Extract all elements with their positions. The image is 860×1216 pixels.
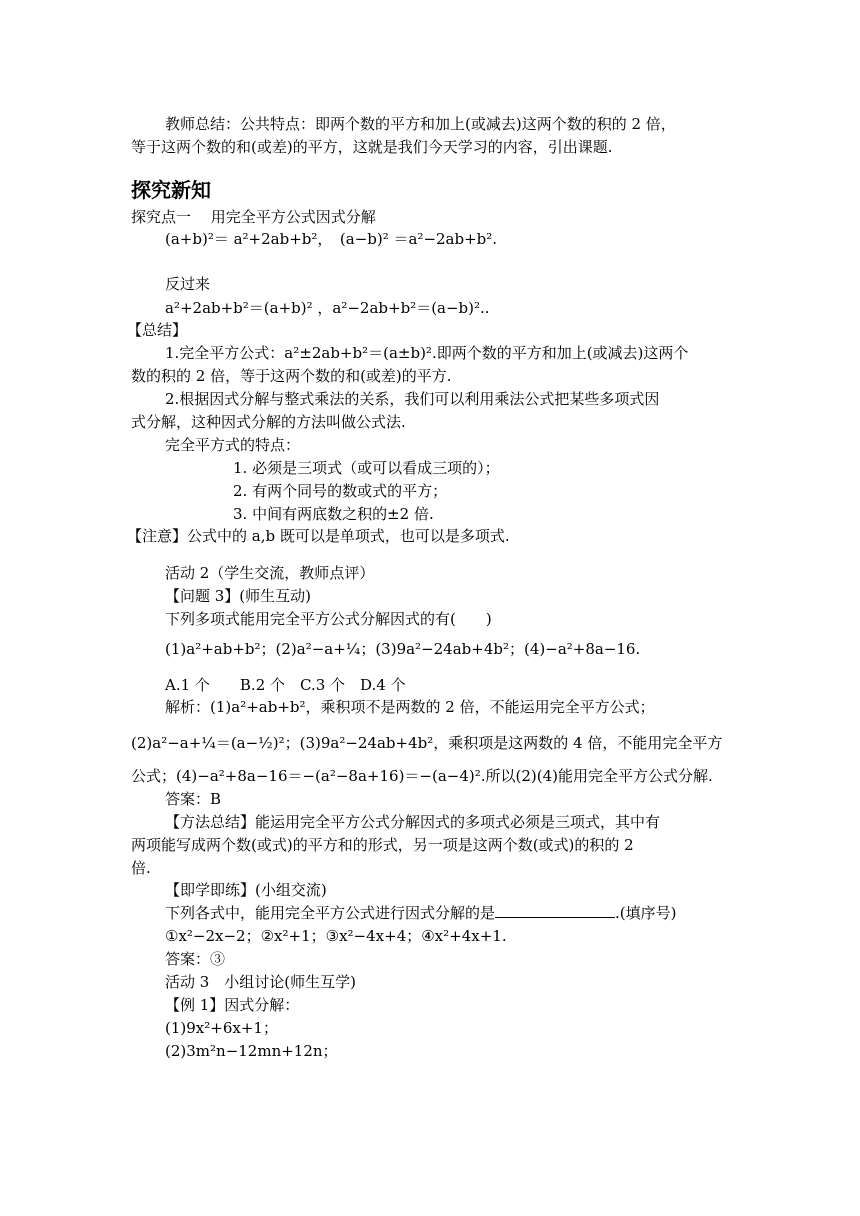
analysis-line-2: (2)a²−a+¼＝(a−½)²；(3)9a²−24ab+4b²，乘积项是这两数的 4 倍，不能用完全平方 [131, 734, 723, 752]
choices: A.1 个 B.2 个 C.3 个 D.4 个 [165, 676, 406, 694]
activity-2: 活动 2（学生交流，教师点评） [165, 564, 375, 582]
feature-1: 1. 必须是三项式（或可以看成三项的）； [233, 459, 500, 477]
practice-title: 【即学即练】(小组交流) [165, 881, 327, 899]
answer-1: 答案：B [165, 790, 222, 808]
method-summary-line-1: 【方法总结】能运用完全平方公式分解因式的多项式必须是三项式，其中有 [165, 813, 661, 831]
summary-tag: 【总结】 [127, 321, 188, 339]
answer-2: 答案：③ [165, 950, 226, 968]
practice-question [165, 903, 677, 923]
activity-3: 活动 3 小组讨论(师生互学) [165, 973, 357, 991]
formula-1: (a+b)²＝ a²+2ab+b²， (a−b)² ＝a²−2ab+b². [165, 230, 498, 248]
example-item-2: (2)3m²n−12mn+12n； [165, 1042, 338, 1060]
intro-line-1: 教师总结：公共特点：即两个数的平方和加上(或减去)这两个数的积的 2 倍， [165, 115, 676, 133]
method-summary-line-3: 倍. [131, 859, 151, 877]
summary-line-4: 式分解，这种因式分解的方法叫做公式法. [131, 413, 406, 431]
features-title: 完全平方式的特点： [165, 436, 301, 454]
practice-text-after: .(填序号) [615, 904, 677, 922]
question-3-items: (1)a²+ab+b²；(2)a²−a+¼；(3)9a²−24ab+4b²；(4)−a²+8a−16. [165, 640, 641, 658]
section-title: 探究新知 [131, 178, 211, 202]
summary-line-3: 2.根据因式分解与整式乘法的关系，我们可以利用乘法公式把某些多项式因 [165, 390, 660, 408]
question-3-text: 下列多项式能用完全平方公式分解因式的有( ) [165, 610, 492, 628]
feature-2: 2. 有两个同号的数或式的平方； [233, 482, 448, 500]
analysis-line-1: 解析：(1)a²+ab+b²，乘积项不是两数的 2 倍，不能运用完全平方公式； [165, 698, 655, 716]
analysis-line-3: 公式；(4)−a²+8a−16＝−(a²−8a+16)＝−(a−4)².所以(2)(4)能用完全平方公式分解. [131, 767, 713, 785]
example-item-1: (1)9x²+6x+1； [165, 1019, 278, 1037]
intro-line-2: 等于这两个数的和(或差)的平方，这就是我们今天学习的内容，引出课题. [131, 138, 613, 156]
point1-title: 探究点一 用完全平方公式因式分解 [131, 208, 376, 226]
answer-blank[interactable] [495, 903, 615, 918]
feature-3: 3. 中间有两底数之积的±2 倍. [233, 505, 434, 523]
formula-2: a²+2ab+b²＝(a+b)² ，a²−2ab+b²＝(a−b)².. [165, 299, 490, 317]
summary-line-1: 1.完全平方公式：a²±2ab+b²＝(a±b)².即两个数的平方和加上(或减去)这两个 [165, 344, 689, 362]
practice-items: ①x²−2x−2；②x²+1；③x²−4x+4；④x²+4x+1. [165, 927, 507, 945]
summary-line-2: 数的积的 2 倍，等于这两个数的和(或差)的平方. [131, 367, 452, 385]
note: 【注意】公式中的 a,b 既可以是单项式，也可以是多项式. [127, 527, 510, 545]
reverse-label: 反过来 [165, 275, 211, 293]
question-3-tag: 【问题 3】(师生互动) [165, 587, 312, 605]
method-summary-line-2: 两项能写成两个数(或式)的平方和的形式，另一项是这两个数(或式)的积的 2 [131, 836, 634, 854]
example-1-title: 【例 1】因式分解： [165, 996, 300, 1014]
practice-text-before: 下列各式中，能用完全平方公式进行因式分解的是 [165, 904, 496, 922]
